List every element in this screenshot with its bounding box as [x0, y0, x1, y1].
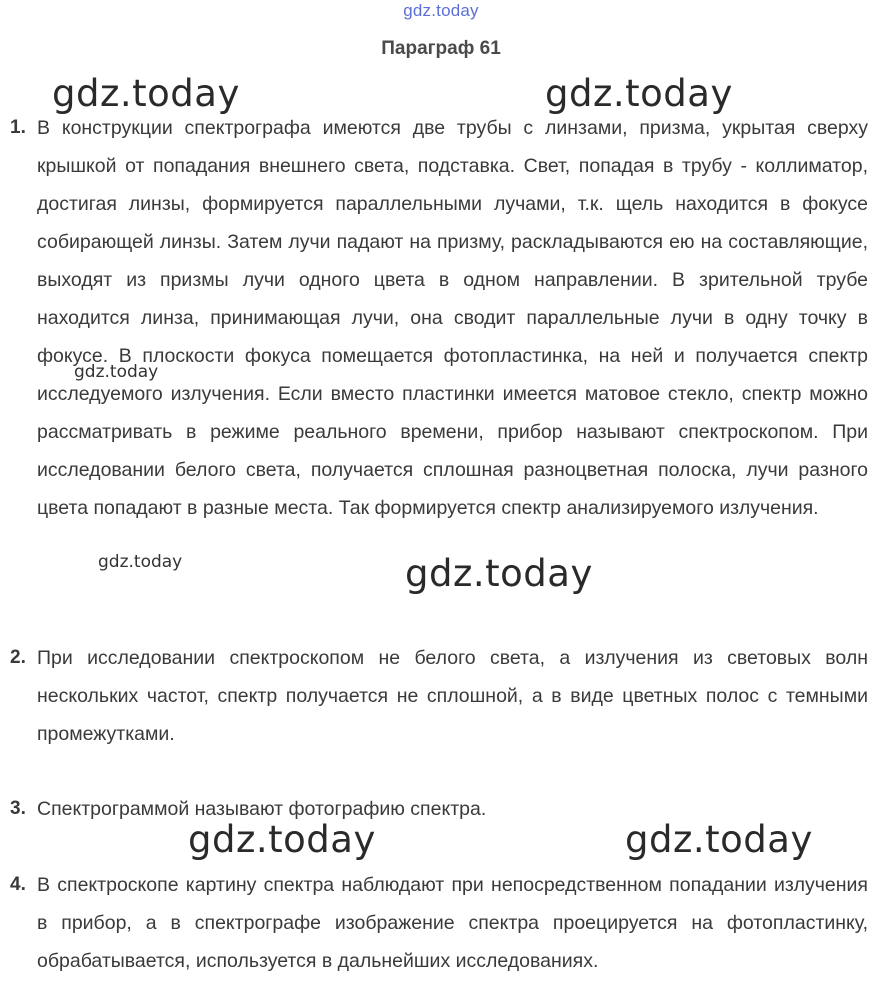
item-text: В спектроскопе картину спектра наблюдают при непосредственном попадании излучения в прибор, а в спектрографе изображение спектра проецируется на фотопластинку, обрабатывается, используется в дальнейших исследованиях.	[37, 874, 868, 972]
item-number: 1.	[10, 117, 26, 138]
item-number: 3.	[10, 798, 26, 819]
watermark: gdz.today	[52, 72, 240, 115]
watermark: gdz.today	[545, 72, 733, 115]
watermark: gdz.today	[625, 818, 813, 861]
watermark: gdz.today	[405, 552, 593, 595]
watermark: gdz.today	[188, 818, 376, 861]
answer-item-3	[10, 790, 868, 828]
watermark: gdz.today	[74, 362, 159, 382]
watermark: gdz.today	[98, 552, 183, 572]
item-number: 4.	[10, 874, 26, 895]
top-watermark: gdz.today	[403, 1, 479, 20]
item-text: При исследовании спектроскопом не белого света, а излучения из световых волн нескольких частот, спектр получается не сплошной, а в виде цветных полос с темными промежутками.	[37, 647, 868, 745]
page-title: Параграф 61	[381, 38, 501, 59]
item-number: 2.	[10, 647, 26, 668]
answer-item-1	[10, 109, 868, 527]
answer-item-4	[10, 866, 868, 980]
answer-item-2	[10, 639, 868, 753]
item-text: В конструкции спектрографа имеются две трубы с линзами, призма, укрытая сверху крышкой от попадания внешнего света, подставка. Свет, попадая в трубу - коллиматор, достигая линзы, формируется параллельными лучами, т.к. щель находится в фокусе собирающей линзы. Затем лучи падают на призму, раскладываются ею на составляющие, выходят из призмы лучи одного цвета в одном направлении. В зрительной трубе находится линза, принимающая лучи, она сводит параллельные лучи в одну точку в фокусе. В плоскости фокуса помещается фотопластинка, на ней и получается спектр исследуемого излучения. Если вместо пластинки имеется матовое стекло, спектр можно рассматривать в режиме реального времени, прибор называют спектроскопом. При исследовании белого света, получается сплошная разноцветная полоска, лучи разного цвета попадают в разные места. Так формируется спектр анализируемого излучения.	[37, 117, 868, 519]
item-text: Спектрограммой называют фотографию спектра.	[37, 798, 487, 820]
